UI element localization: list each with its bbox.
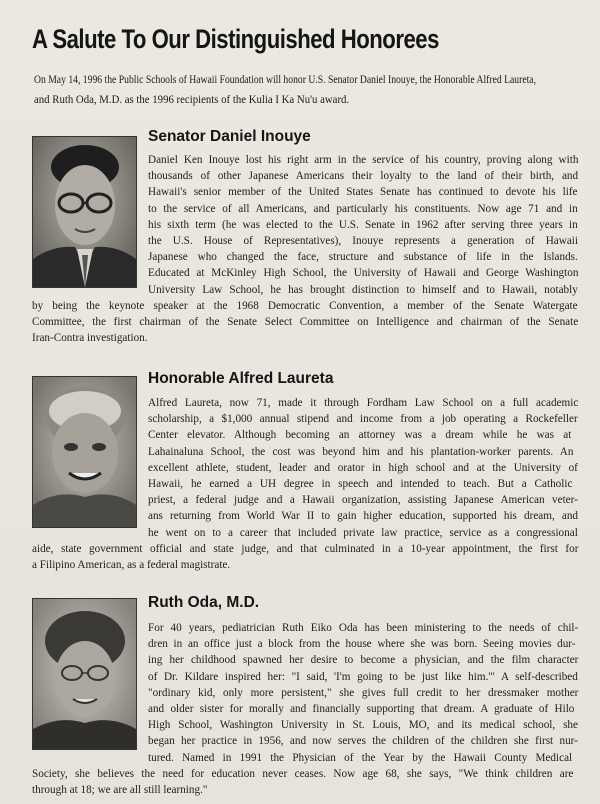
- bio-line: began her practice in 1956, and now serves the children of the children she first nur-: [148, 735, 578, 748]
- bio-line: ing her childhood spawned her desire to become a physician, and the film character: [148, 654, 579, 667]
- bio-line: Daniel Ken Inouye lost his right arm in the service of his country, proving along with: [148, 154, 579, 166]
- page-title: A Salute To Our Distinguished Honorees: [32, 24, 439, 54]
- bio-line: Iran-Contra investigation.: [32, 332, 148, 345]
- bio-line: a Filipino American, as a federal magistrate.: [32, 559, 231, 572]
- honoree-bio-oda: [32, 620, 578, 798]
- bio-line: to the service of all Americans, and particularly his constituents. Now age 71 and in: [148, 202, 578, 215]
- bio-line: and older sister for morally and financially supporting that dream. A graduate of Hilo: [148, 703, 575, 716]
- honoree-name-oda: Ruth Oda, M.D.: [148, 594, 260, 611]
- bio-line: Japanese who changed the face, structure and substance of life in the Islands.: [148, 251, 578, 264]
- honoree-name-laureta: Honorable Alfred Laureta: [148, 370, 334, 387]
- bio-line: excellent athlete, student, leader and orator in high school and at the University of: [148, 461, 578, 474]
- bio-line: Society, she believes the need for education never ceases. Now age 68, she says, "We think children are: [32, 767, 574, 780]
- bio-line: Lahainaluna School, the cost was beyond him and his plantation-worker parents. An: [148, 445, 574, 458]
- honoree-bio-inouye: [32, 152, 578, 346]
- intro-line: and Ruth Oda, M.D. as the 1996 recipients of the Kulia I Ka Nu'u award.: [34, 93, 350, 106]
- bio-line: he went on to a career that included private law practice, service as a congressional: [148, 526, 578, 539]
- bio-line: by being the keynote speaker at the 1968 Democratic Convention, a member of the Senate Watergate: [32, 299, 578, 312]
- bio-line: the U.S. House of Representatives), Inouye represents a generation of Hawaii: [148, 235, 579, 248]
- bio-line: Hawaii's senior member of the United States Senate has continued to devote his life: [148, 186, 578, 199]
- bio-line: dren in an office just a block from the house where she was born. Seeing movies dur-: [148, 638, 576, 651]
- intro-line: On May 14, 1996 the Public Schools of Hawaii Foundation will honor U.S. Senator Daniel Inouye, the Honorable Alfred Laureta,: [34, 73, 537, 86]
- bio-line: through at 18; we are all still learning.": [32, 784, 208, 797]
- honoree-name-inouye: Senator Daniel Inouye: [148, 128, 311, 145]
- bio-line: For 40 years, pediatrician Ruth Eiko Oda has been ministering to the needs of chil-: [148, 622, 579, 634]
- bio-line: University Law School, he has brought distinction to himself and to Hawaii, notably: [148, 283, 578, 296]
- bio-line: High School, Washington University in St. Louis, MO, and its medical school, she: [148, 719, 578, 732]
- bio-line: scholarship, a $1,000 annual stipend and income from a job operating a Rockefeller: [148, 413, 578, 426]
- bio-line: his sixth term (he was elected to the U.S. Senate in 1962 after serving three years in: [148, 218, 578, 231]
- bio-line: Hawaii, he earned a UH degree in speech and intended to teach. But a Catholic: [148, 478, 573, 491]
- bio-line: Center elevator. Although becoming an attorney was a dream while he was at: [148, 429, 572, 442]
- bio-line: thousands of other Japanese Americans their loyalty to the land of their birth, and: [148, 170, 579, 183]
- bio-line: Educated at McKinley High School, the University of Hawaii and George Washington: [148, 267, 579, 280]
- bio-line: of Dr. Kildare inspired her: "I said, 'I'm going to be just like him.'" A self-described: [148, 670, 578, 683]
- intro-paragraph: [34, 70, 536, 110]
- bio-line: ans returning from World War II to gain higher education, supported his dream, and: [148, 510, 579, 523]
- bio-line: Committee, the first chairman of the Senate Select Committee on Intelligence and chairman of the Senate: [32, 316, 579, 329]
- bio-line: "ordinary kid, only more persistent," she gives full credit to her dressmaker mother: [148, 686, 579, 699]
- bio-line: priest, a federal judge and a Hawaii organization, assisting Japanese American veter-: [148, 494, 578, 507]
- honoree-bio-laureta: [32, 395, 578, 573]
- bio-line: aide, state government official and state judge, and that culminated in a 10-year appointment, the first for: [32, 542, 579, 555]
- bio-line: tured. Named in 1991 the Physician of the Year by the Hawaii County Medical: [148, 751, 573, 764]
- bio-line: Alfred Laureta, now 71, made it through Fordham Law School on a full academic: [148, 397, 579, 409]
